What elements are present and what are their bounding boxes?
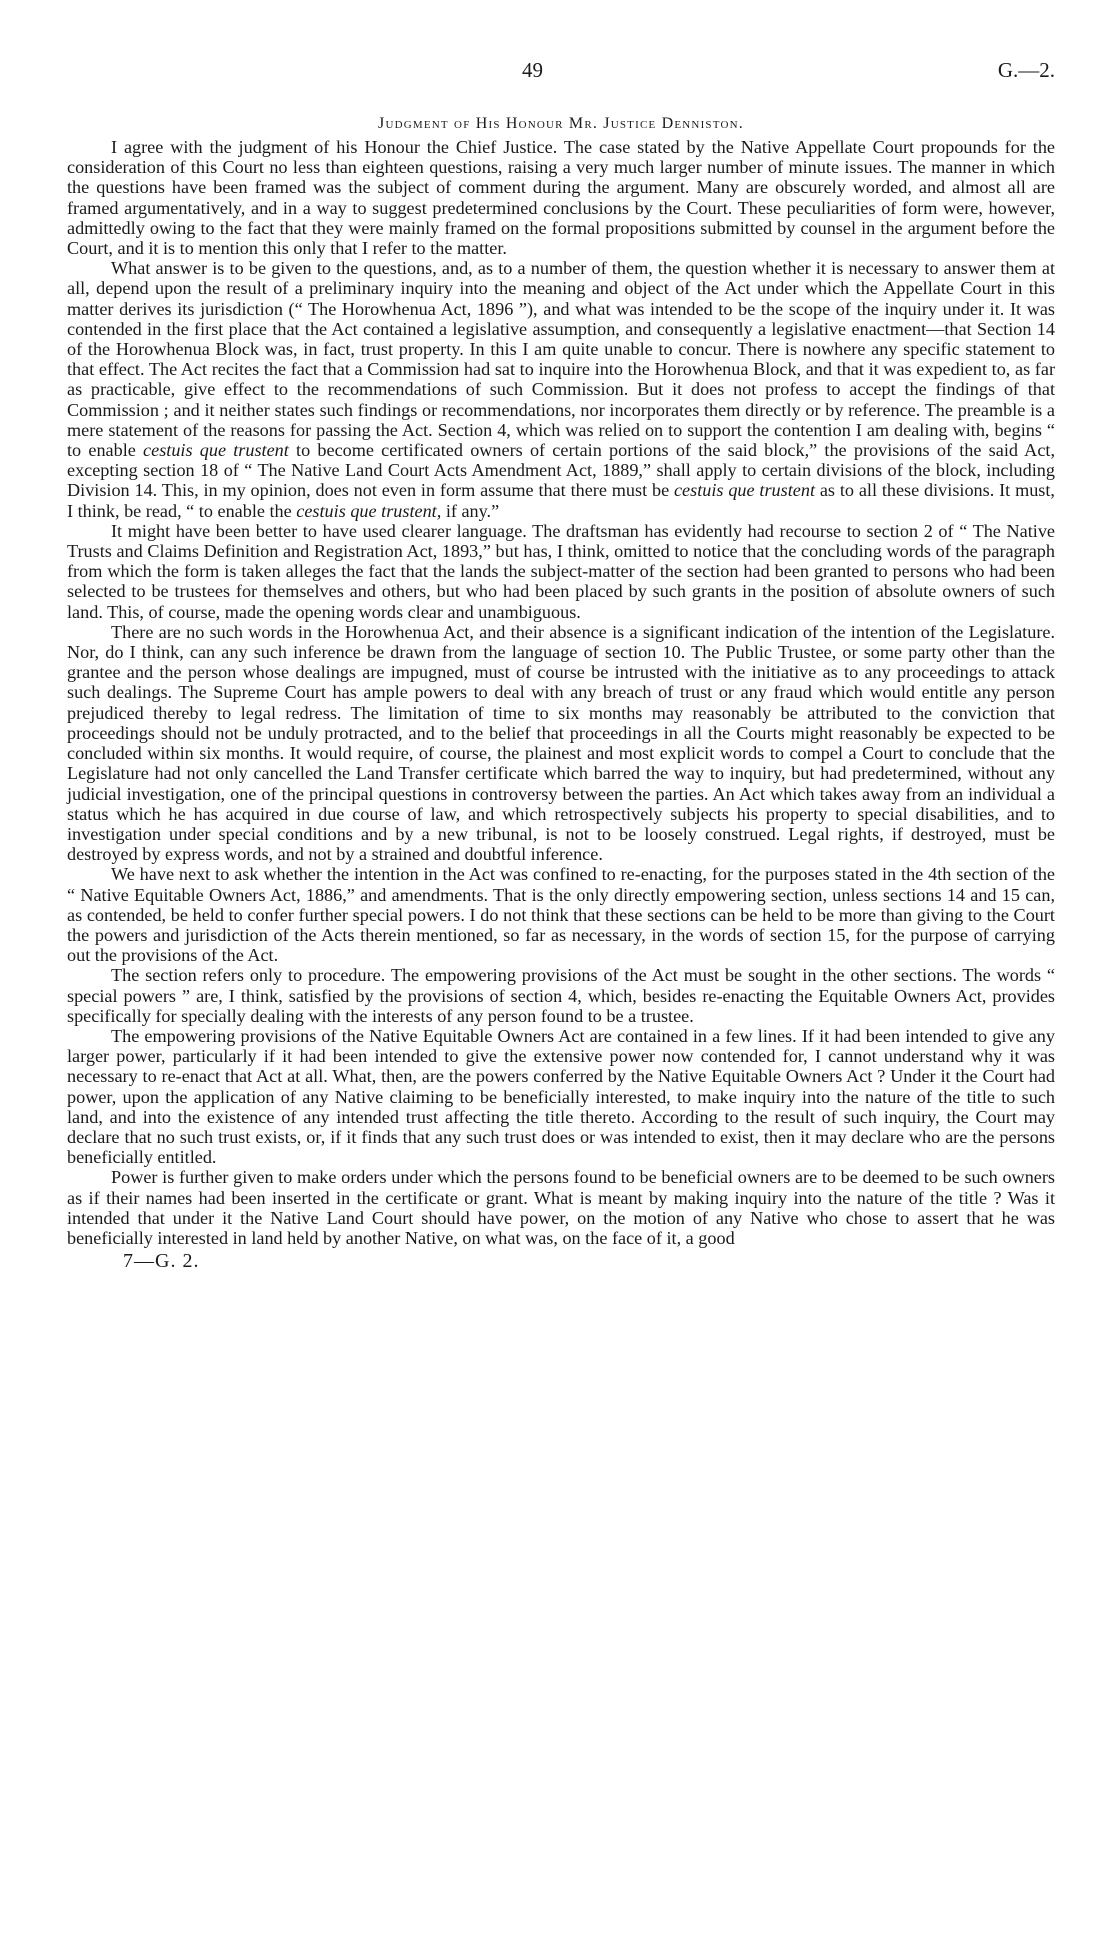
- page-number: 49: [522, 58, 543, 82]
- judgment-title: Judgment of His Honour Mr. Justice Denniston.: [378, 115, 744, 132]
- signature-mark: 7—G. 2.: [123, 1250, 200, 1273]
- page-header: [67, 50, 1055, 90]
- paragraph-3: It might have been better to have used clearer language. The draftsman has evidently had recourse to section 2 of “ The Native Trusts and Claims Definition and Registration Act, 1893,” but has, I think, omitted to notice that the concluding words of the paragraph from which the form is taken alleges the fact that the lands the subject-matter of the section had been granted to persons who had been selected to be trustees for themselves and others, but who had been placed by such grants in the position of absolute owners of such land. This, of course, made the opening words clear and unambiguous.: [67, 520, 1055, 622]
- paragraph-2-text-4: if any.”: [441, 500, 500, 521]
- paragraph-2-text-2: to become certificated owners of certain portions of the said block,” the provisions of the said Act, excepting section 18 of “ The Native Land Court Acts Amendment Act, 1889,” shall apply to certain divisions of the block, including Division 14. This, in my opinion, does not even in form assume that there must be: [67, 440, 1055, 501]
- paragraph-2-italic-3: cestuis que trustent,: [296, 500, 442, 521]
- paragraph-1: I agree with the judgment of his Honour the Chief Justice. The case stated by the Native Appellate Court propounds for the consideration of this Court no less than eighteen questions, raising a very much larger number of minute issues. The manner in which the questions have been framed was the subject of comment during the argument. Many are obscurely worded, and almost all are framed argumentatively, and in a way to suggest predetermined conclusions by the Court. These peculiarities of form were, however, admittedly owing to the fact that they were mainly framed on the formal propositions submitted by counsel in the argument before the Court, and it is to mention this only that I refer to the matter.: [67, 137, 1055, 259]
- paragraph-5: We have next to ask whether the intention in the Act was confined to re-enacting, for the purposes stated in the 4th section of the “ Native Equitable Owners Act, 1886,” and amendments. That is the only directly empowering section, unless sections 14 and 15 can, as contended, be held to confer further special powers. I do not think that these sections can be held to be more than giving to the Court the powers and jurisdiction of the Acts therein mentioned, so far as necessary, in the words of section 15, for the purpose of carrying out the provisions of the Act.: [67, 864, 1055, 966]
- paragraph-2-text-1: What answer is to be given to the questions, and, as to a number of them, the question whether it is necessary to answer them at all, depend upon the result of a preliminary inquiry into the meaning and object of the Act under which the Appellate Court in this matter derives its jurisdiction (“ The Horowhenua Act, 1896 ”), and what was intended to be the scope of the inquiry under it. It was contended in the first place that the Act contained a legislative assumption, and consequently a legislative enactment—that Section 14 of the Horowhenua Block was, in fact, trust property. In this I am quite unable to concur. There is nowhere any specific statement to that effect. The Act recites the fact that a Commission had sat to inquire into the Horowhenua Block, and that it was expedient to, as far as practicable, give effect to the recommendations of such Commission. But it does not profess to accept the findings of that Commission ; and it neither states such findings or recommendations, nor incorporates them directly or by reference. The preamble is a mere statement of the reasons for passing the Act. Section 4, which was relied on to support the contention I am dealing with, begins “ to enable: [67, 258, 1055, 461]
- paragraph-2-italic-2: cestuis que trustent: [673, 480, 815, 501]
- paragraph-7: The empowering provisions of the Native Equitable Owners Act are contained in a few lines. If it had been intended to give any larger power, particularly if it had been intended to give the extensive power now contended for, I cannot understand why it was necessary to re-enact that Act at all. What, then, are the powers conferred by the Native Equitable Owners Act ? Under it the Court had power, upon the application of any Native claiming to be beneficially interested, to make inquiry into the nature of the title to such land, and into the existence of any intended trust affecting the title thereto. According to the result of such inquiry, the Court may declare that no such trust exists, or, if it finds that any such trust does or was intended to exist, then it may declare who are the persons beneficially entitled.: [67, 1025, 1055, 1168]
- paragraph-8: Power is further given to make orders under which the persons found to be beneficial owners are to be deemed to be such owners as if their names had been inserted in the certificate or grant. What is meant by making inquiry into the nature of the title ? Was it intended that under it the Native Land Court should have power, on the motion of any Native who chose to assert that he was beneficially interested in land held by another Native, on what was, on the face of it, a good: [67, 1167, 1055, 1248]
- paragraph-4: There are no such words in the Horowhenua Act, and their absence is a significant indication of the intention of the Legislature. Nor, do I think, can any such inference be drawn from the language of section 10. The Public Trustee, or some party other than the grantee and the person whose dealings are impugned, must of course be intrusted with the initiative as to any proceedings to attack such dealings. The Supreme Court has ample powers to deal with any breach of trust or any fraud which would entitle any person prejudiced thereby to legal redress. The limitation of time to six months may reasonably be attributed to the conviction that proceedings should not be unduly protracted, and to the belief that proceedings in all the Courts might reasonably be expected to be concluded within six months. It would require, of course, the plainest and most explicit words to compel a Court to conclude that the Legislature had not only cancelled the Land Transfer certificate which barred the way to inquiry, but had predetermined, without any judicial investigation, one of the principal questions in controversy between the parties. An Act which takes away from an individual a status which he has acquired in due course of law, and which retrospectively subjects his property to special disabilities, and to investigation under special conditions and by a new tribunal, is not to be loosely construed. Legal rights, if destroyed, must be destroyed by express words, and not by a strained and doubtful inference.: [67, 621, 1055, 865]
- paper-reference: G.—2.: [997, 58, 1055, 82]
- paragraph-6: The section refers only to procedure. The empowering provisions of the Act must be sought in the other sections. The words “ special powers ” are, I think, satisfied by the provisions of section 4, which, besides re-enacting the Equitable Owners Act, provides specifically for specially dealing with the interests of any person found to be a trustee.: [67, 965, 1055, 1026]
- judgment-body: [67, 137, 1055, 1248]
- paragraph-2-text-3: as to all these divisions. It must, I think, be read, “ to enable the: [67, 480, 1055, 521]
- paragraph-2-italic-1: cestuis que trustent: [143, 440, 289, 461]
- paragraph-2: [67, 258, 1055, 521]
- document-page: [67, 50, 1055, 1273]
